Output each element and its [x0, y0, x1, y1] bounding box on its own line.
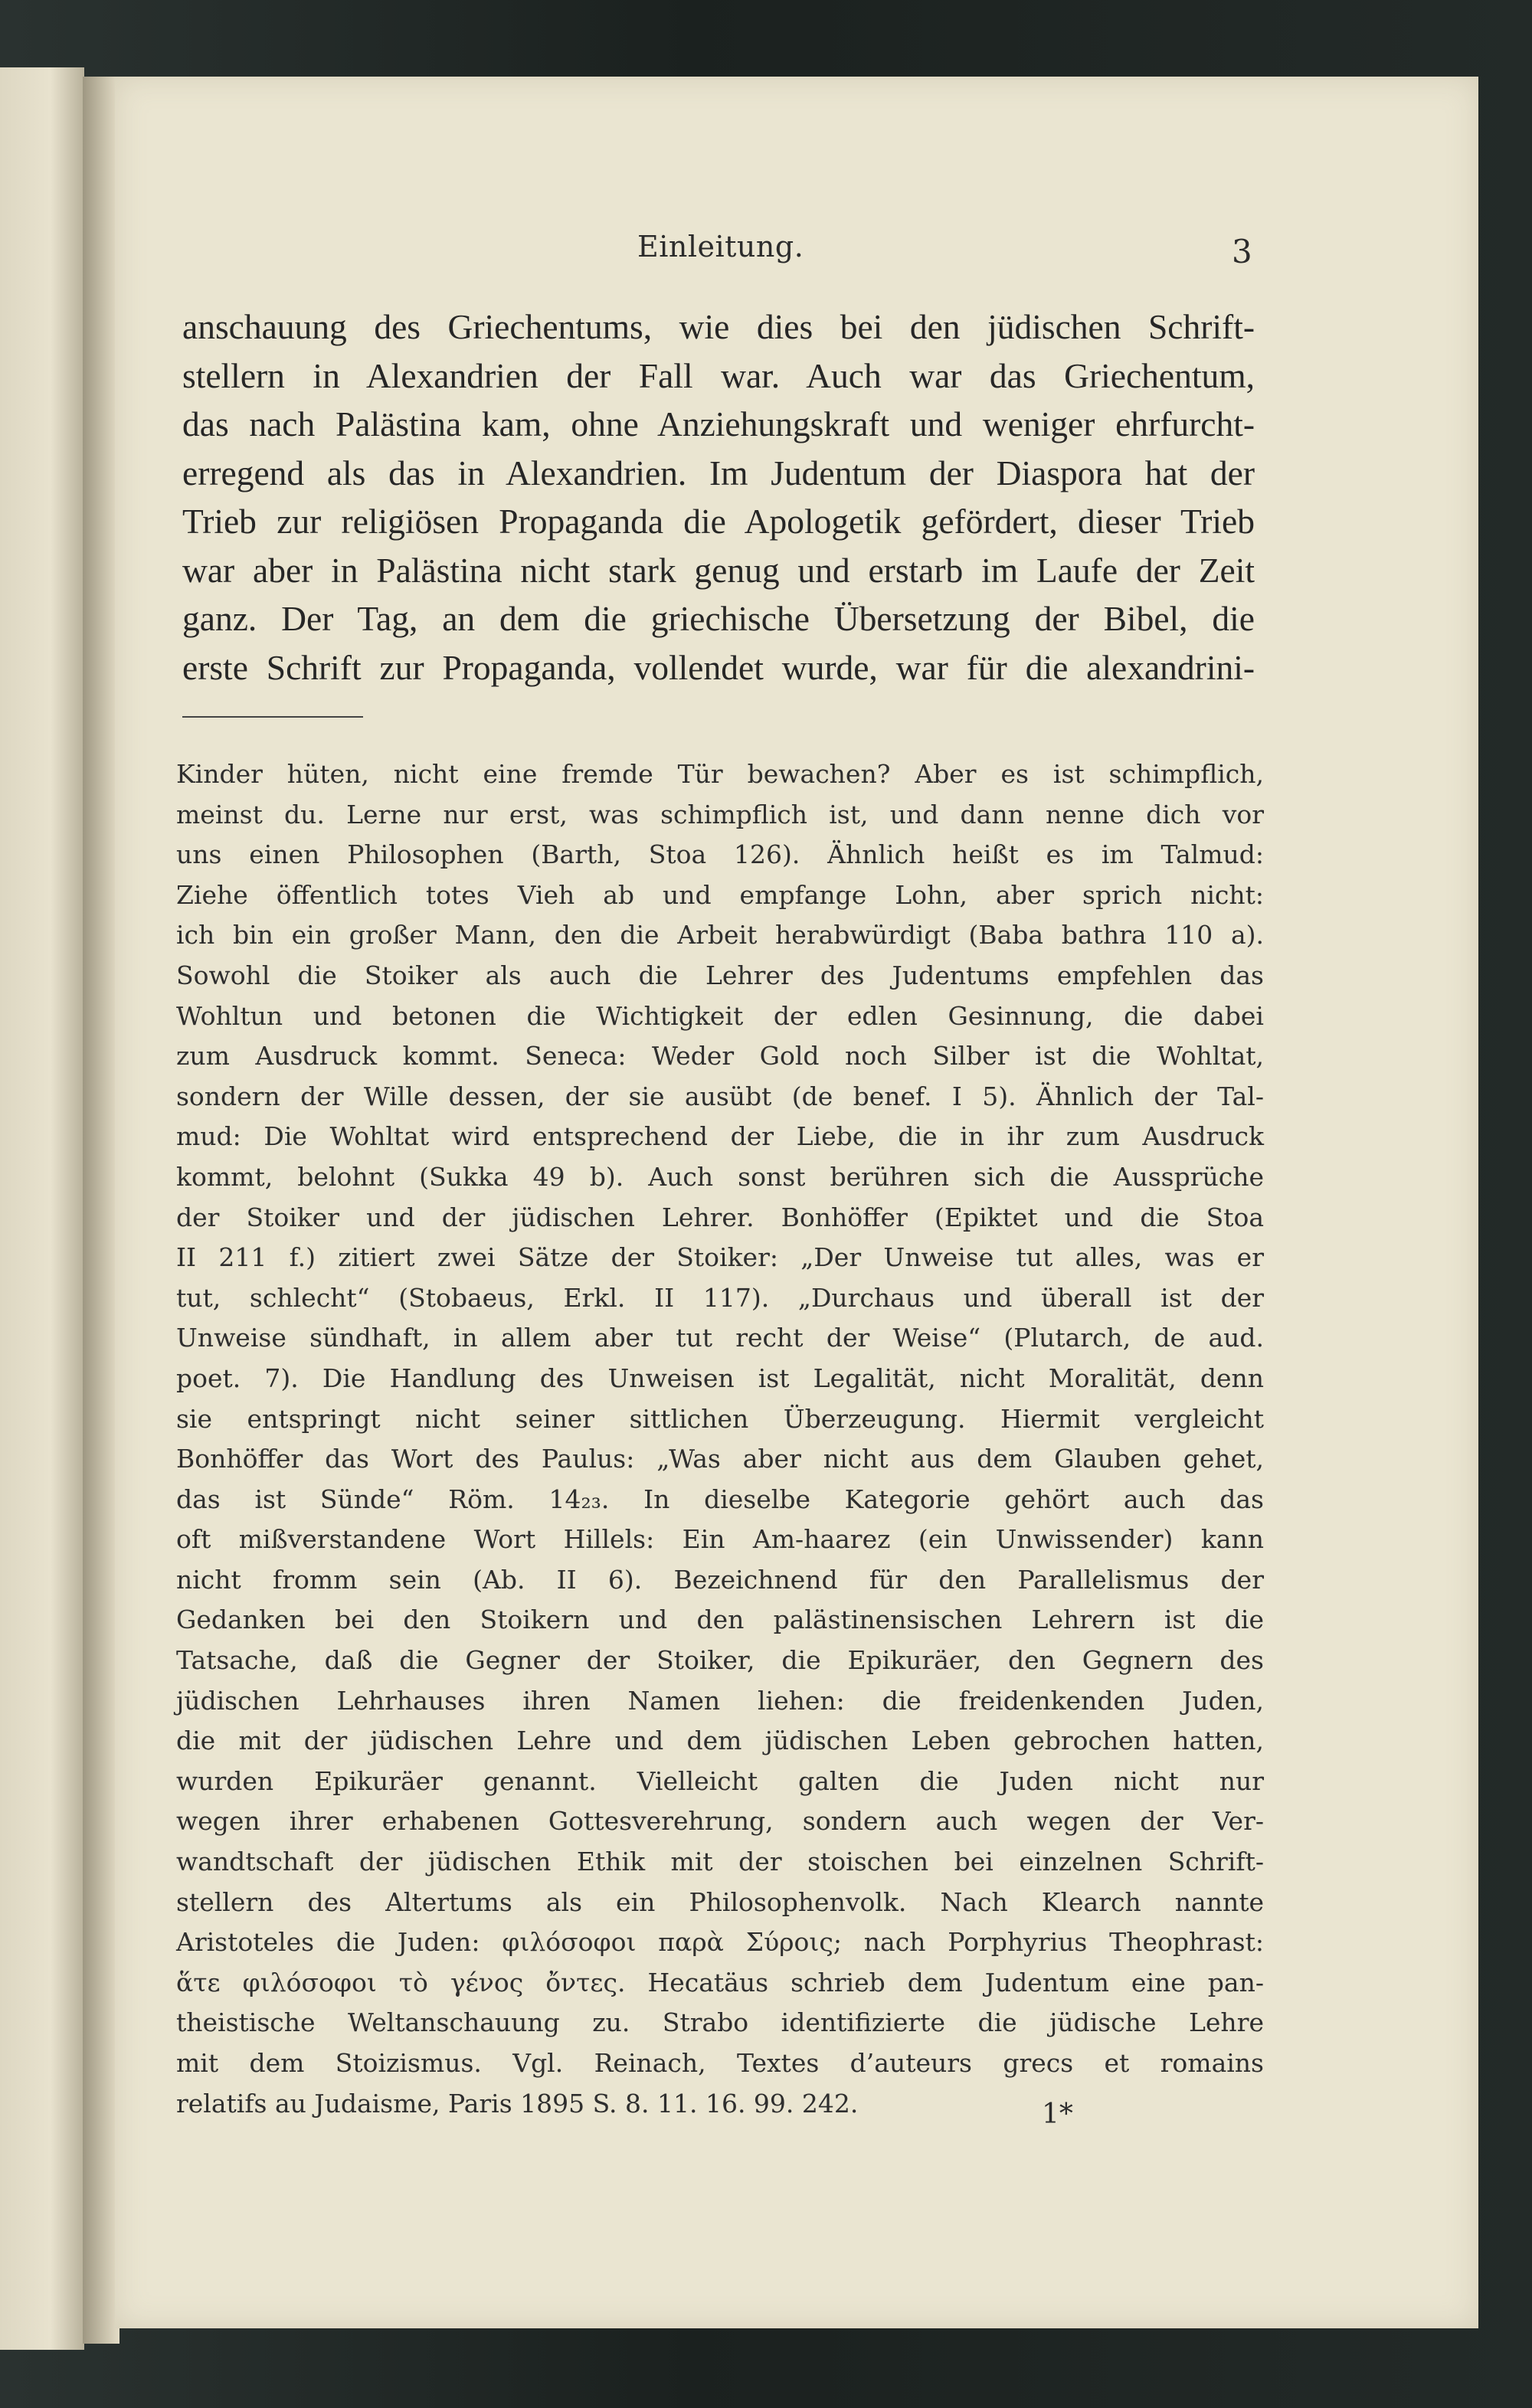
- footnote-line: Gedanken bei den Stoikern und den palästinensischen Lehrern ist die: [176, 1605, 1264, 1635]
- main-text-line: Trieb zur religiösen Propaganda die Apologetik gefördert, dieser Trieb: [182, 502, 1255, 541]
- footnote-line: zum Ausdruck kommt. Seneca: Weder Gold noch Silber ist die Wohltat,: [176, 1041, 1264, 1071]
- footnote-line: tut, schlecht“ (Stobaeus, Erkl. II 117). „Durchaus und überall ist der: [176, 1282, 1264, 1313]
- page-header: [115, 230, 1478, 283]
- main-text-line: erregend als das in Alexandrien. Im Judentum der Diaspora hat der: [182, 453, 1255, 492]
- footnote-line: ich bin ein großer Mann, den die Arbeit herabwürdigt (Baba bathra 110 a).: [176, 920, 1264, 950]
- footnote-line: nicht fromm sein (Ab. II 6). Bezeichnend für den Parallelismus der: [176, 1564, 1264, 1595]
- running-head: Einleitung.: [637, 230, 804, 263]
- main-text-line: stellern in Alexandrien der Fall war. Auch war das Griechentum,: [182, 355, 1255, 395]
- main-text-line: erste Schrift zur Propaganda, vollendet wurde, war für die alexandrini-: [182, 647, 1255, 687]
- main-text-line: ganz. Der Tag, an dem die griechische Übersetzung der Bibel, die: [182, 599, 1255, 638]
- main-text-line: anschauung des Griechentums, wie dies bei den jüdischen Schrift-: [182, 307, 1255, 346]
- footnote-line: mit dem Stoizismus. Vgl. Reinach, Textes d’auteurs grecs et romains: [176, 2048, 1264, 2078]
- footnote-line: Wohltun und betonen die Wichtigkeit der edlen Gesinnung, die dabei: [176, 1000, 1264, 1031]
- footnote-line: sie entspringt nicht seiner sittlichen Überzeugung. Hiermit vergleicht: [176, 1403, 1264, 1434]
- footnote-line: das ist Sünde“ Röm. 14₂₃. In dieselbe Kategorie gehört auch das: [176, 1484, 1264, 1514]
- footnote-line: Ziehe öffentlich totes Vieh ab und empfange Lohn, aber sprich nicht:: [176, 879, 1264, 910]
- footnote-line: wegen ihrer erhabenen Gottesverehrung, sondern auch wegen der Ver-: [176, 1806, 1264, 1837]
- footnote-line: II 211 f.) zitiert zwei Sätze der Stoiker: „Der Unweise tut alles, was er: [176, 1242, 1264, 1273]
- footnote-line: Aristoteles die Juden: φιλόσοφοι παρὰ Σύροις; nach Porphyrius Theophrast:: [176, 1927, 1264, 1958]
- footnote-line: stellern des Altertums als ein Philosophenvolk. Nach Klearch nannte: [176, 1886, 1264, 1917]
- footnote-line: oft mißverstandene Wort Hillels: Ein Am-haarez (ein Unwissender) kann: [176, 1524, 1264, 1555]
- footnote-line: relatifs au Judaisme, Paris 1895 S. 8. 11. 16. 99. 242.: [176, 2088, 859, 2118]
- footnote-line: sondern der Wille dessen, der sie ausübt (de benef. I 5). Ähnlich der Tal-: [176, 1081, 1264, 1111]
- footnote-line: kommt, belohnt (Sukka 49 b). Auch sonst berühren sich die Aussprüche: [176, 1161, 1264, 1192]
- footnote-line: ἅτε φιλόσοφοι τὸ γένος ὄντες. Hecatäus schrieb dem Judentum eine pan-: [176, 1967, 1264, 1997]
- book-page: [115, 77, 1478, 2328]
- footnote-line: der Stoiker und der jüdischen Lehrer. Bonhöffer (Epiktet und die Stoa: [176, 1202, 1264, 1232]
- main-text-line: war aber in Palästina nicht stark genug und erstarb im Laufe der Zeit: [182, 550, 1255, 590]
- footnote-line: meinst du. Lerne nur erst, was schimpflich ist, und dann nenne dich vor: [176, 799, 1264, 829]
- footnote-line: Tatsache, daß die Gegner der Stoiker, die Epikuräer, den Gegnern des: [176, 1645, 1264, 1676]
- footnote-line: theistische Weltanschauung zu. Strabo identifizierte die jüdische Lehre: [176, 2007, 1264, 2038]
- footnote-line: wurden Epikuräer genannt. Vielleicht galten die Juden nicht nur: [176, 1765, 1264, 1796]
- footnote-line: mud: Die Wohltat wird entsprechend der Liebe, die in ihr zum Ausdruck: [176, 1121, 1264, 1152]
- footnote-line: wandtschaft der jüdischen Ethik mit der stoischen bei einzelnen Schrift-: [176, 1847, 1264, 1877]
- footnote-line: Kinder hüten, nicht eine fremde Tür bewachen? Aber es ist schimpflich,: [176, 759, 1264, 789]
- signature-mark: 1*: [1042, 2099, 1073, 2130]
- footnote-line: poet. 7). Die Handlung des Unweisen ist Legalität, nicht Moralität, denn: [176, 1363, 1264, 1393]
- footnote-line: die mit der jüdischen Lehre und dem jüdischen Leben gebrochen hatten,: [176, 1726, 1264, 1756]
- main-text: [182, 303, 1255, 692]
- footnote-line: jüdischen Lehrhauses ihren Namen liehen: die freidenkenden Juden,: [176, 1685, 1264, 1716]
- footnote: [176, 754, 1264, 2124]
- facing-page-edge: [0, 67, 84, 2350]
- main-text-line: das nach Palästina kam, ohne Anziehungskraft und weniger ehrfurcht-: [182, 404, 1255, 443]
- footnote-line: Sowohl die Stoiker als auch die Lehrer des Judentums empfehlen das: [176, 960, 1264, 990]
- footnote-line: uns einen Philosophen (Barth, Stoa 126). Ähnlich heißt es im Talmud:: [176, 839, 1264, 870]
- book-gutter: [83, 77, 119, 2344]
- footnote-line: Bonhöffer das Wort des Paulus: „Was aber nicht aus dem Glauben gehet,: [176, 1444, 1264, 1474]
- footnote-rule: [182, 716, 363, 718]
- footnote-line: Unweise sündhaft, in allem aber tut recht der Weise“ (Plutarch, de aud.: [176, 1323, 1264, 1353]
- page-number: 3: [1232, 233, 1252, 270]
